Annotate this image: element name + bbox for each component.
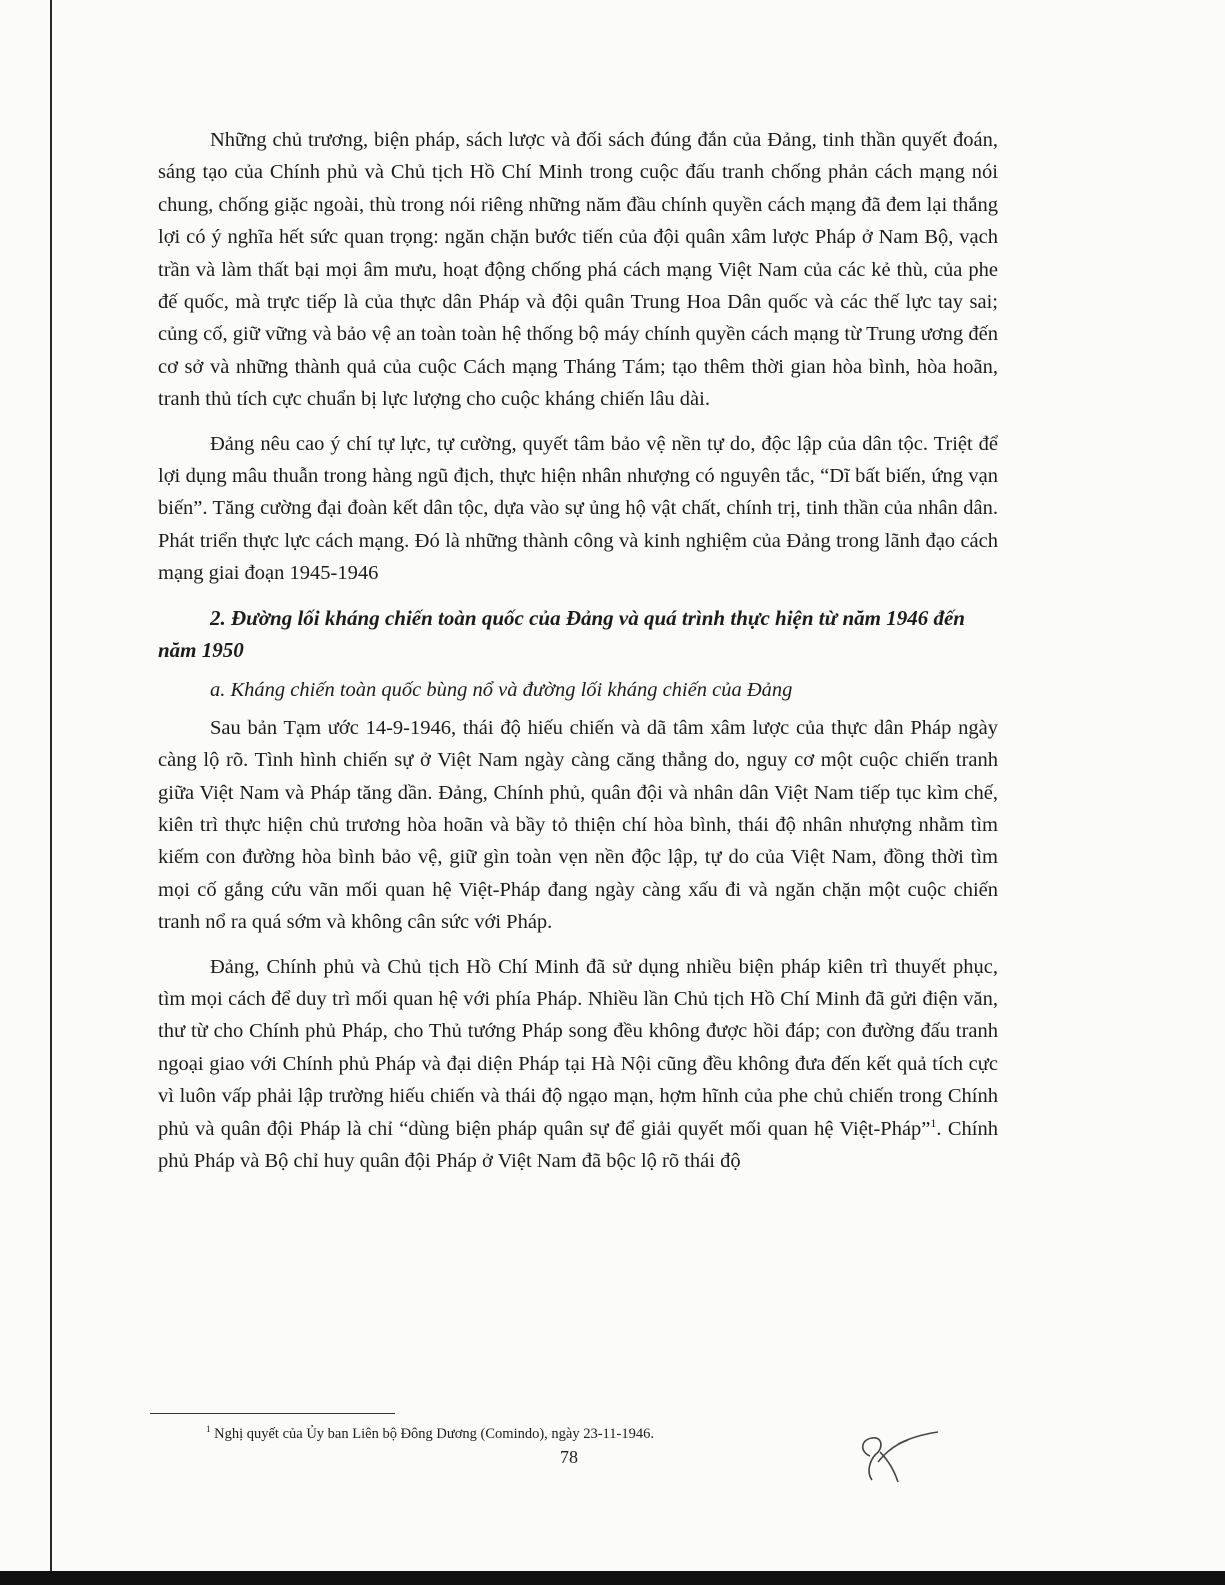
paragraph-text-continued: . Chính phủ Pháp và Bộ chỉ huy quân đội Pháp ở Việt Nam đã bộc lộ rõ thái độ [158,1117,998,1172]
footnote [206,1425,654,1443]
page-number: 78 [560,1447,578,1467]
paragraph-with-footnote [158,951,998,1178]
section-heading: 2. Đường lối kháng chiến toàn quốc của Đảng và quá trình thực hiện từ năm 1946 đến năm 1950 [158,605,965,662]
paragraph: Những chủ trương, biện pháp, sách lược và đối sách đúng đắn của Đảng, tinh thần quyết đoán, sáng tạo của Chính phủ và Chủ tịch Hồ Chí Minh trong cuộc đấu tranh chống phản cách mạng nói chung, chống giặc ngoài, thù trong nói riêng những năm đầu chính quyền cách mạng đã đem lại thắng lợi có ý nghĩa hết sức quan trọng: ngăn chặn bước tiến của đội quân xâm lược Pháp ở Nam Bộ, vạch trần và làm thất bại mọi âm mưu, hoạt động chống phá cách mạng Việt Nam của các kẻ thù, của phe đế quốc, mà trực tiếp là của thực dân Pháp và đội quân Trung Hoa Dân quốc và các thế lực tay sai; củng cố, giữ vững và bảo vệ an toàn toàn hệ thống bộ máy chính quyền cách mạng từ Trung ương đến cơ sở và những thành quả của cuộc Cách mạng Tháng Tám; tạo thêm thời gian hòa bình, hòa hoãn, tranh thủ tích cực chuẩn bị lực lượng cho cuộc kháng chiến lâu dài. [158,129,998,411]
paragraph: Đảng nêu cao ý chí tự lực, tự cường, quyết tâm bảo vệ nền tự do, độc lập của dân tộc. Triệt để lợi dụng mâu thuẫn trong hàng ngũ địch, thực hiện nhân nhượng có nguyên tắc, “Dĩ bất biến, ứng vạn biến”. Tăng cường đại đoàn kết dân tộc, dựa vào sự ủng hộ vật chất, chính trị, tinh thần của nhân dân. Phát triển thực lực cách mạng. Đó là những thành công và kinh nghiệm của Đảng trong lãnh đạo cách mạng giai đoạn 1945-1946 [158,432,998,585]
scan-left-edge [50,0,52,1585]
footnote-text: Nghị quyết của Ủy ban Liên bộ Đông Dương (Comindo), ngày 23-11-1946. [210,1426,654,1442]
scan-bottom-edge [0,1571,1225,1585]
document-body [158,124,998,1177]
paragraph: Sau bản Tạm ước 14-9-1946, thái độ hiếu chiến và dã tâm xâm lược của thực dân Pháp ngày càng lộ rõ. Tình hình chiến sự ở Việt Nam ngày càng căng thẳng do, nguy cơ một cuộc chiến tranh giữa Việt Nam và Pháp tăng dần. Đảng, Chính phủ, quân đội và nhân dân Việt Nam tiếp tục kìm chế, kiên trì thực hiện chủ trương hòa hoãn và bầy tỏ thiện chí hòa bình, thái độ nhân nhượng nhằm tìm kiếm con đường hòa bình bảo vệ, giữ gìn toàn vẹn nền độc lập, tự do của Việt Nam, đồng thời tìm mọi cố gắng cứu vãn mối quan hệ Việt-Pháp đang ngày càng xấu đi và ngăn chặn một cuộc chiến tranh nổ ra quá sớm và không cân sức với Pháp. [158,716,998,934]
footnote-marker: 1 [206,1424,211,1435]
subsection-heading: a. Kháng chiến toàn quốc bùng nổ và đường lối kháng chiến của Đảng [210,678,793,701]
paragraph-text: Đảng, Chính phủ và Chủ tịch Hồ Chí Minh đã sử dụng nhiều biện pháp kiên trì thuyết phục, tìm mọi cách để duy trì mối quan hệ với phía Pháp. Nhiều lần Chủ tịch Hồ Chí Minh đã gửi điện văn, thư từ cho Chính phủ Pháp, cho Thủ tướng Pháp song đều không được hồi đáp; con đường đấu tranh ngoại giao với Chính phủ Pháp và đại diện Pháp tại Hà Nội cũng đều không đưa đến kết quả tích cực vì luôn vấp phải lập trường hiếu chiến và thái độ ngạo mạn, hợm hĩnh của phe chủ chiến trong Chính phủ và quân đội Pháp là chỉ “dùng biện pháp quân sự để giải quyết mối quan hệ Việt-Pháp” [158,955,998,1140]
signature-mark [852,1422,942,1492]
footnote-reference: 1 [930,1115,937,1130]
footnote-separator [150,1413,395,1414]
